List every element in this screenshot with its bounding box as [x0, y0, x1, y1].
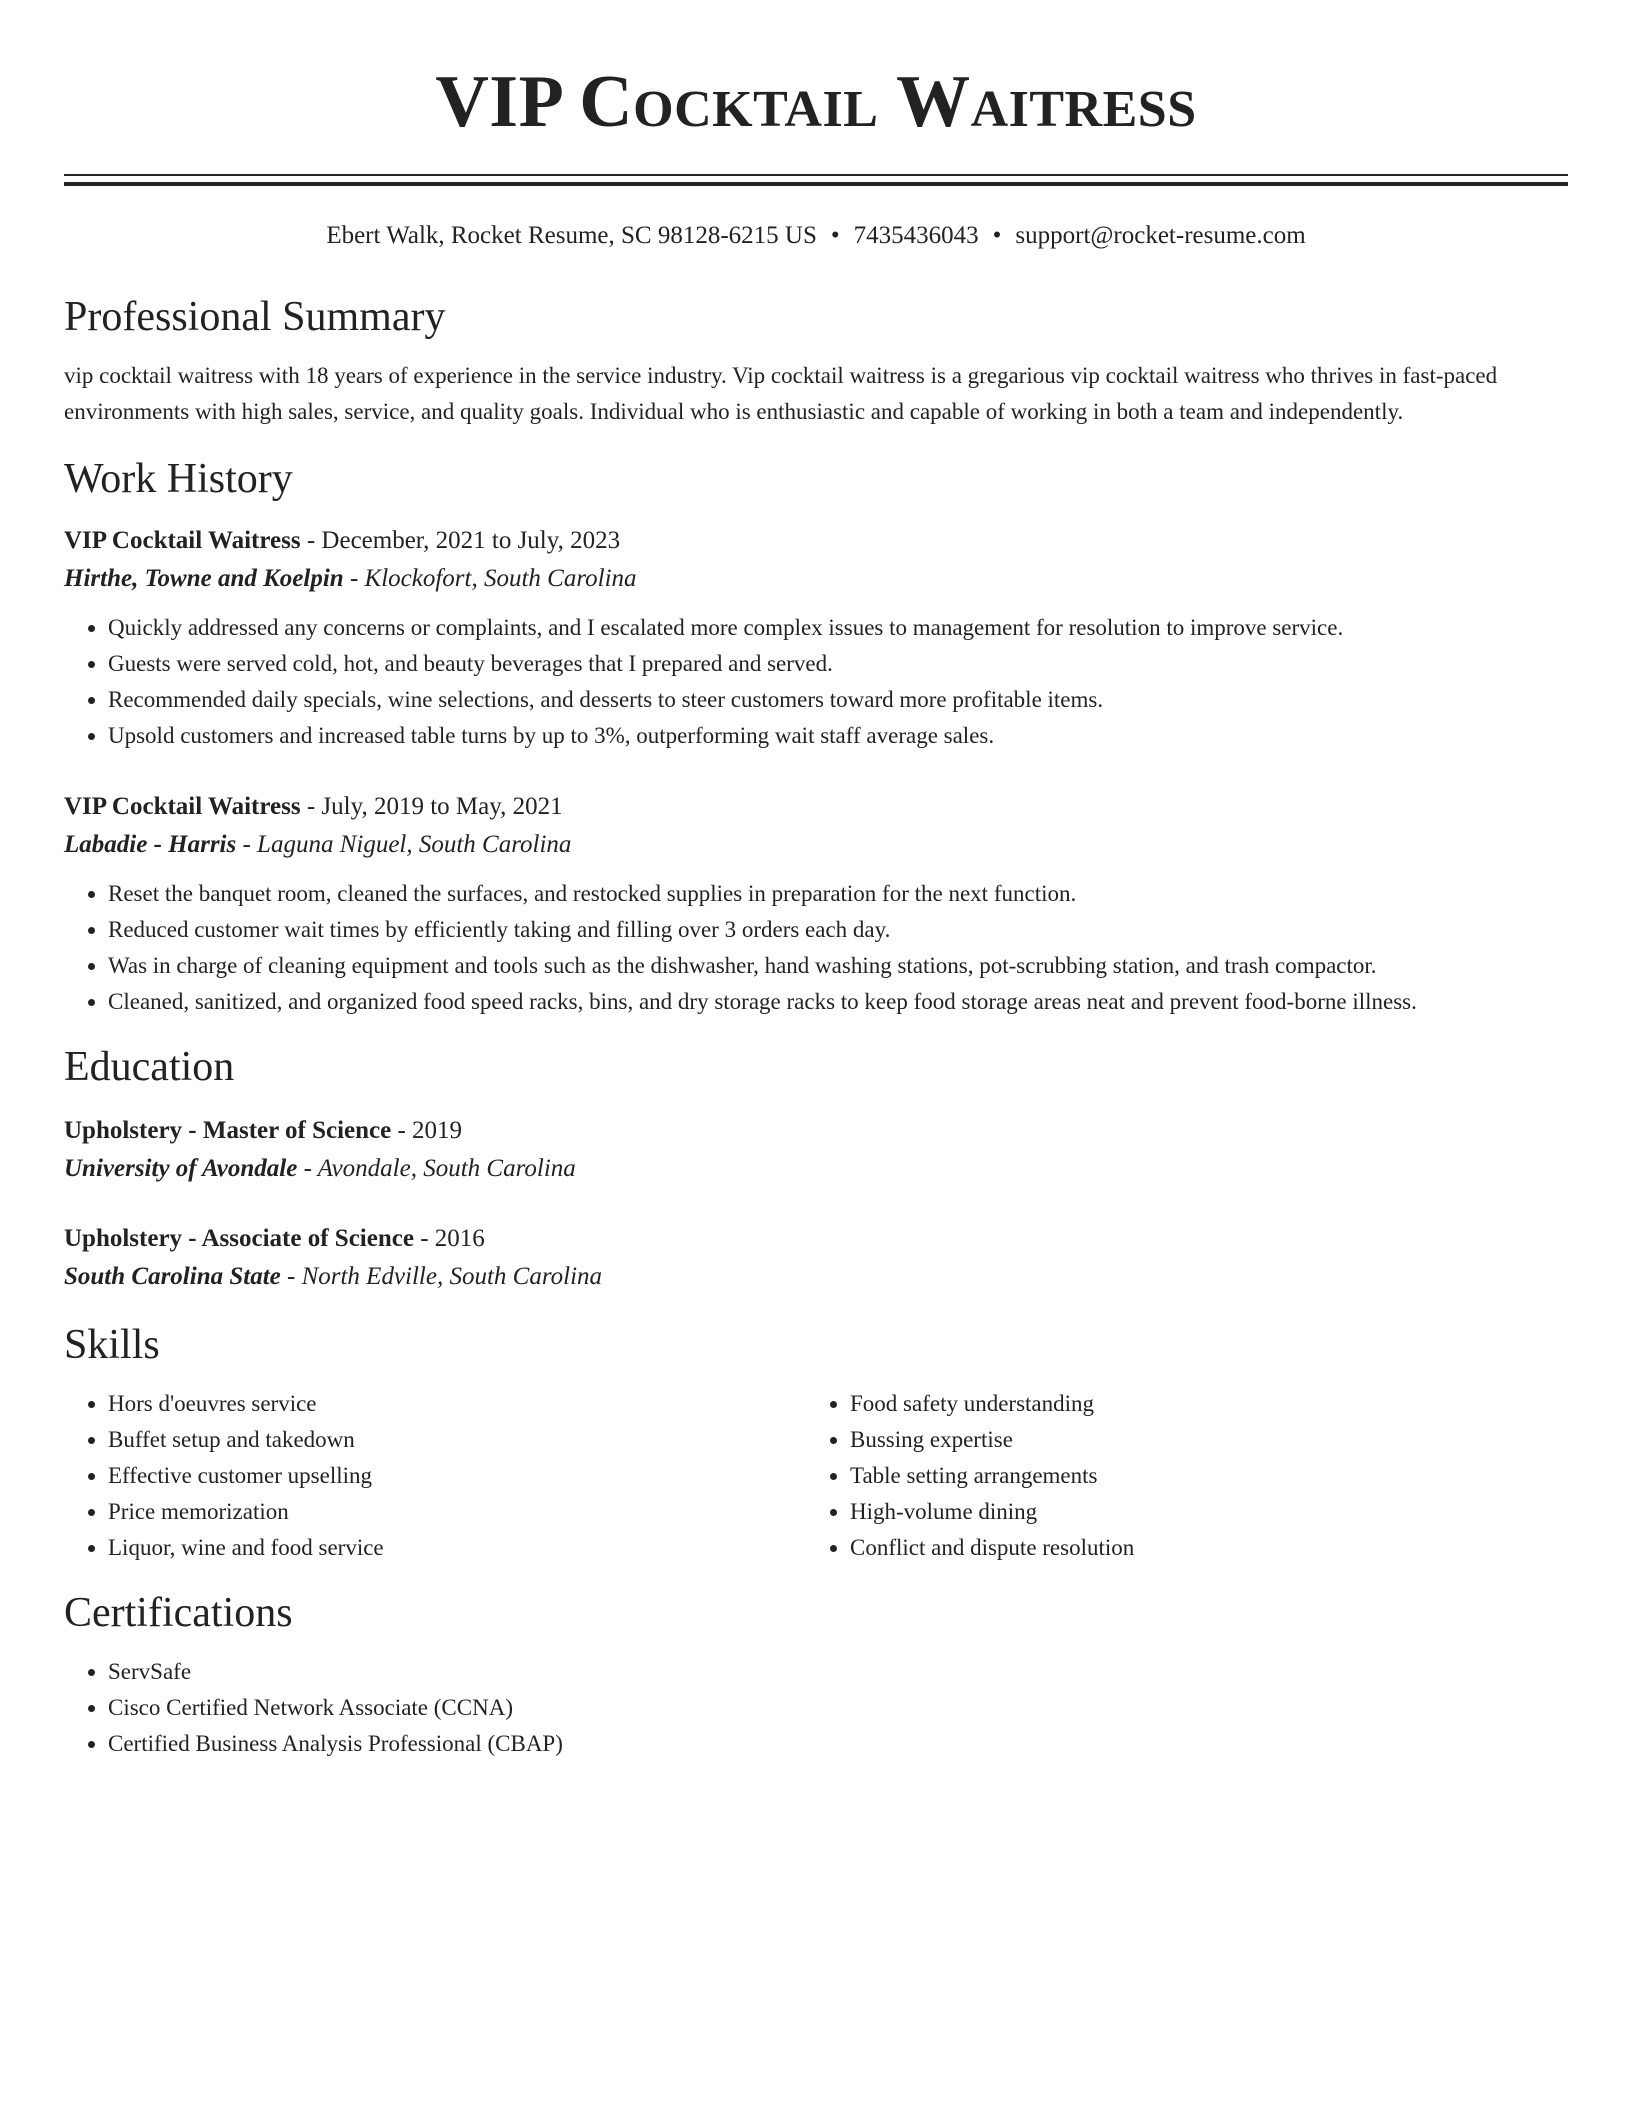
job-location: - Laguna Niguel, South Carolina	[236, 831, 572, 858]
skill-item: • Conflict and dispute resolution	[850, 1530, 1548, 1566]
skill-item: • Buffet setup and takedown	[108, 1422, 806, 1458]
job-bullet: • Recommended daily specials, wine selections, and desserts to steer customers toward more profitable items.	[108, 682, 1568, 718]
skill-item: • Table setting arrangements	[850, 1458, 1548, 1494]
education-heading: Education	[64, 1044, 235, 1090]
contact-address: Ebert Walk, Rocket Resume, SC 98128-6215 US	[326, 222, 817, 249]
skills-grid	[64, 1386, 1568, 1566]
skill-item: • Price memorization	[108, 1494, 806, 1530]
education-school: University of Avondale	[64, 1155, 298, 1182]
education-degree-line	[64, 1220, 1568, 1258]
education-degree: Upholstery - Associate of Science	[64, 1225, 414, 1252]
job-company-line	[64, 560, 1568, 598]
job-location: - Klockofort, South Carolina	[343, 565, 637, 592]
job-bullet: • Reset the banquet room, cleaned the surfaces, and restocked supplies in preparation for the next function.	[108, 876, 1568, 912]
education-school-line	[64, 1150, 1568, 1188]
summary-heading: Professional Summary	[64, 294, 446, 340]
summary-text: vip cocktail waitress with 18 years of experience in the service industry. Vip cocktail waitress is a gregarious vip cocktail waitress who thrives in fast-paced environments with high sales, service, and quality goals. Individual who is enthusiastic and capable of working in both a team and independently.	[64, 363, 1498, 424]
education-school-line	[64, 1258, 1568, 1296]
skill-item: • Liquor, wine and food service	[108, 1530, 806, 1566]
certification-item: • Cisco Certified Network Associate (CCNA)	[108, 1690, 1568, 1726]
job-title-line	[64, 788, 1568, 826]
certifications-heading: Certifications	[64, 1590, 293, 1636]
title-rule-thin	[64, 174, 1568, 176]
job-entry	[64, 788, 1568, 1020]
contact-separator: •	[830, 222, 840, 249]
education-school: South Carolina State	[64, 1263, 281, 1290]
job-bullet: • Cleaned, sanitized, and organized food speed racks, bins, and dry storage racks to keep food storage areas neat and prevent food-borne illness.	[108, 984, 1568, 1020]
job-bullets	[64, 610, 1568, 754]
job-company-line	[64, 826, 1568, 864]
job-bullets	[64, 876, 1568, 1020]
contact-separator: •	[992, 222, 1002, 249]
job-role: VIP Cocktail Waitress	[64, 793, 301, 820]
education-entry	[64, 1220, 1568, 1296]
job-company: Hirthe, Towne and Koelpin	[64, 565, 344, 592]
job-bullet: • Was in charge of cleaning equipment and tools such as the dishwasher, hand washing stations, pot-scrubbing station, and trash compactor.	[108, 948, 1568, 984]
certification-item: • Certified Business Analysis Professional (CBAP)	[108, 1726, 1568, 1762]
job-title-line	[64, 522, 1568, 560]
job-company: Labadie - Harris	[64, 831, 237, 858]
certification-item: • ServSafe	[108, 1654, 1568, 1690]
resume-title: VIP Cocktail Waitress	[435, 61, 1197, 143]
job-bullet: • Reduced customer wait times by efficiently taking and filling over 3 orders each day.	[108, 912, 1568, 948]
education-location: - Avondale, South Carolina	[297, 1155, 576, 1182]
job-entry	[64, 522, 1568, 754]
education-year: - 2019	[391, 1117, 463, 1144]
skill-item: • Food safety understanding	[850, 1386, 1548, 1422]
skills-list-right	[806, 1386, 1548, 1566]
job-bullet: • Guests were served cold, hot, and beauty beverages that I prepared and served.	[108, 646, 1568, 682]
skill-item: • Effective customer upselling	[108, 1458, 806, 1494]
education-entry	[64, 1112, 1568, 1188]
job-bullet: • Upsold customers and increased table turns by up to 3%, outperforming wait staff average sales.	[108, 718, 1568, 754]
job-bullet: • Quickly addressed any concerns or complaints, and I escalated more complex issues to management for resolution to improve service.	[108, 610, 1568, 646]
contact-line	[64, 220, 1568, 252]
job-dates: - July, 2019 to May, 2021	[300, 793, 563, 820]
certifications-list	[64, 1654, 1568, 1762]
education-degree: Upholstery - Master of Science	[64, 1117, 392, 1144]
skills-list-left	[64, 1386, 806, 1566]
job-role: VIP Cocktail Waitress	[64, 527, 301, 554]
skill-item: • Hors d'oeuvres service	[108, 1386, 806, 1422]
skill-item: • High-volume dining	[850, 1494, 1548, 1530]
education-year: - 2016	[413, 1225, 485, 1252]
education-location: - North Edville, South Carolina	[280, 1263, 603, 1290]
contact-phone: 7435436043	[853, 222, 979, 249]
skills-heading: Skills	[64, 1322, 160, 1368]
title-rule-thick	[64, 182, 1568, 186]
contact-email: support@rocket-resume.com	[1015, 222, 1306, 249]
work-history-heading: Work History	[64, 456, 293, 502]
job-dates: - December, 2021 to July, 2023	[300, 527, 621, 554]
skill-item: • Bussing expertise	[850, 1422, 1548, 1458]
education-degree-line	[64, 1112, 1568, 1150]
